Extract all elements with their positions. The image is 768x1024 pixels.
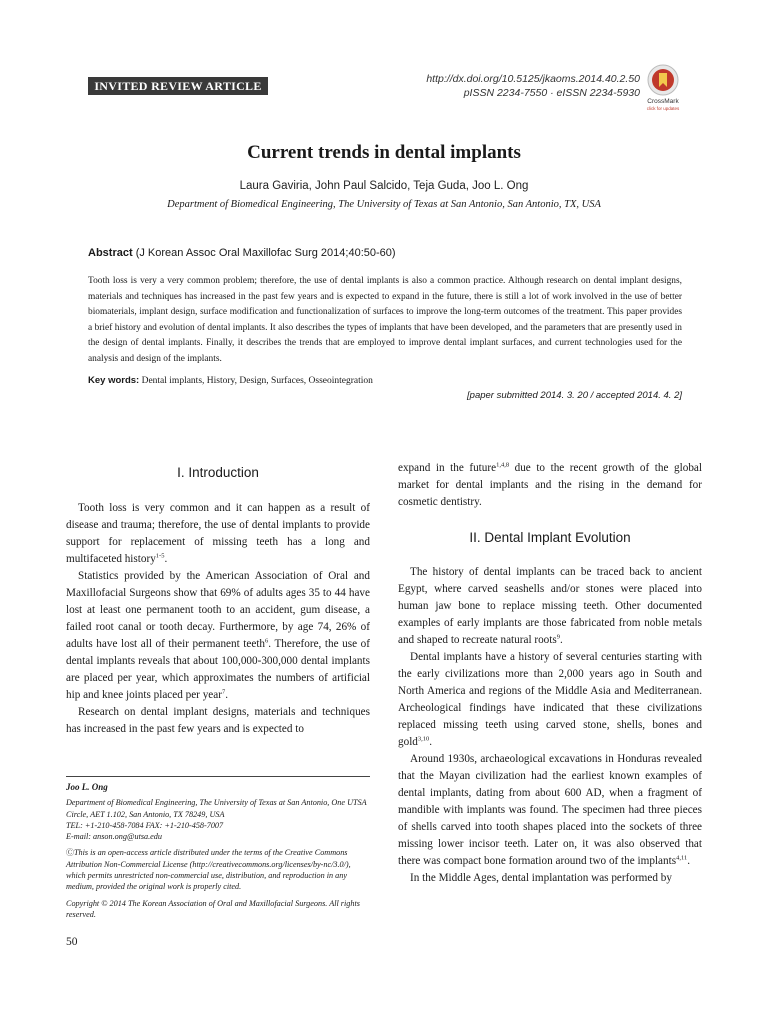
corresponding-author-footnote [66,782,370,920]
keywords-label: Key words: [88,375,140,386]
citation-ref[interactable]: 4,11 [676,854,688,862]
citation-ref[interactable]: 6 [265,637,269,645]
paragraph: Statistics provided by the American Association of Oral and Maxillofacial Surgeons show that 69% of adults ages 35 to 44 have lost at least one permanent tooth to an accident, gum disease, a failed root canal or tooth decay. Furthermore, by age 74, 26% of adults have lost all of their permanent teeth$^6$. Therefore, the use of dental implants reveals that about 100,000-300,000 dental implants are placed per year, which approximates the numbers of artificial hip and knee joints placed per year$^7$. [66,570,370,701]
paragraph: expand in the future$^{1,4,8}$ due to the recent growth of the global market for dental implants and the rising in the demand for cosmetic dentistry. [398,461,702,508]
corresponding-author-name: Joo L. Ong [66,782,108,792]
keywords [88,375,373,386]
issn-text: pISSN 2234-7550 · eISSN 2234-5930 [463,87,640,99]
doi-block [426,72,640,100]
abstract-body: Tooth loss is very a very common problem; therefore, the use of dental implants is also a common practice. Although research on dental implant designs, materials and techniques has increased in the past few years and is expected to expand in the future, there is still a lot of work involved in the use of better biomaterials, implant design, surface modification and functionalization of surfaces to improve the long-term outcomes of the treatment. This paper provides a brief history and evolution of dental implants. It also describes the types of implants that have been developed, and the parameters that are presently used in the design of dental implants. Finally, it describes the trends that are employed to improve dental implant surfaces, and current technologies used for the analysis and design of the implants. [88,276,682,364]
right-column [398,460,702,887]
section-heading-introduction: I. Introduction [177,465,259,480]
left-column [66,460,370,738]
license-note: ⒸThis is an open-access article distributed under the terms of the Creative Commons Attribution Non-Commercial License (http://creativecommons.org/licenses/by-nc/3.0/), which permits unrestricted non-commercial use, distribution, and reproduction in any medium, provided the original work is properly cited. [66,848,351,892]
paragraph: Dental implants have a history of several centuries starting with the early civilizations more than 2,000 years ago in South and North America and regions of the Middle Asia and Mediterranean. Archeological findings have indicated that these civilizations replaced missing teeth using carved stone, shells, bones and gold$^{3,10}$. [398,651,702,748]
paragraph: Research on dental implant designs, materials and techniques has increased in the past few years and is expected to [66,706,370,735]
author-list: Laura Gaviria, John Paul Salcido, Teja Guda, Joo L. Ong [239,180,529,192]
crossmark-label: CrossMark [647,98,679,105]
submission-dates: [paper submitted 2014. 3. 20 / accepted 2014. 4. 2] [467,390,682,401]
doi-link[interactable]: http://dx.doi.org/10.5125/jkaoms.2014.40.2.50 [426,73,640,85]
page-number: 50 [66,936,78,948]
crossmark-icon [643,64,683,98]
citation-ref[interactable]: 1,4,8 [496,461,510,469]
citation-ref[interactable]: 7 [221,688,226,696]
abstract-label: Abstract [88,247,133,259]
corresponding-author-address: Department of Biomedical Engineering, The University of Texas at San Antonio, One UTSA Circle, AET 1.102, San Antonio, TX 78249, USA [66,798,367,819]
keywords-text: Dental implants, History, Design, Surfaces, Osseointegration [141,376,373,386]
paragraph: The history of dental implants can be traced back to ancient Egypt, where carved seashells and/or stones were placed into human jaw bone to replace missing teeth. Other documented examples of early implants are those fabricated from noble metals and shaped to recreate natural roots$^9$. [398,566,702,646]
citation-ref[interactable]: 9 [556,633,560,641]
cc-icon: Ⓒ [66,848,74,858]
crossmark-sub: click for updates [646,106,680,111]
article-type-badge: INVITED REVIEW ARTICLE [88,77,268,95]
citation-ref[interactable]: 3,10 [417,735,430,743]
paragraph: Tooth loss is very common and it can happen as a result of disease and trauma; therefore, the use of dental implants to provide support for replacement of missing teeth has a long and multifaceted history$^{1-5}$. [66,502,370,565]
copyright-note: Copyright © 2014 The Korean Association of Oral and Maxillofacial Surgeons. All rights reserved. [66,898,360,919]
section-heading-evolution: II. Dental Implant Evolution [469,530,631,545]
citation-ref[interactable]: 1-5 [155,552,165,560]
crossmark-logo[interactable] [643,64,683,114]
abstract-heading [88,247,396,259]
paper-title: Current trends in dental implants [247,142,521,163]
footnote-divider [66,776,370,777]
abstract-citation: (J Korean Assoc Oral Maxillofac Surg 2014;40:50-60) [135,247,396,259]
affiliation: Department of Biomedical Engineering, The University of Texas at San Antonio, San Antonio, TX, USA [167,199,601,210]
corresponding-author-phone: TEL: +1-210-458-7084 FAX: +1-210-458-7007 [66,820,224,830]
paragraph: Around 1930s, archaeological excavations in Honduras revealed that the Mayan civilization had the earliest known examples of dental implants, dating from about 600 AD, when a fragment of mandible with implants was found. The specimen had three pieces of shells carved into tooth shapes placed into the sockets of three missing lower incisor teeth. Later on, it was also observed that there was compact bone formation around two of the implants$^{4,11}$. [398,753,702,867]
corresponding-author-email[interactable]: E-mail: anson.ong@utsa.edu [66,832,162,842]
paragraph: In the Middle Ages, dental implantation was performed by [410,872,672,884]
